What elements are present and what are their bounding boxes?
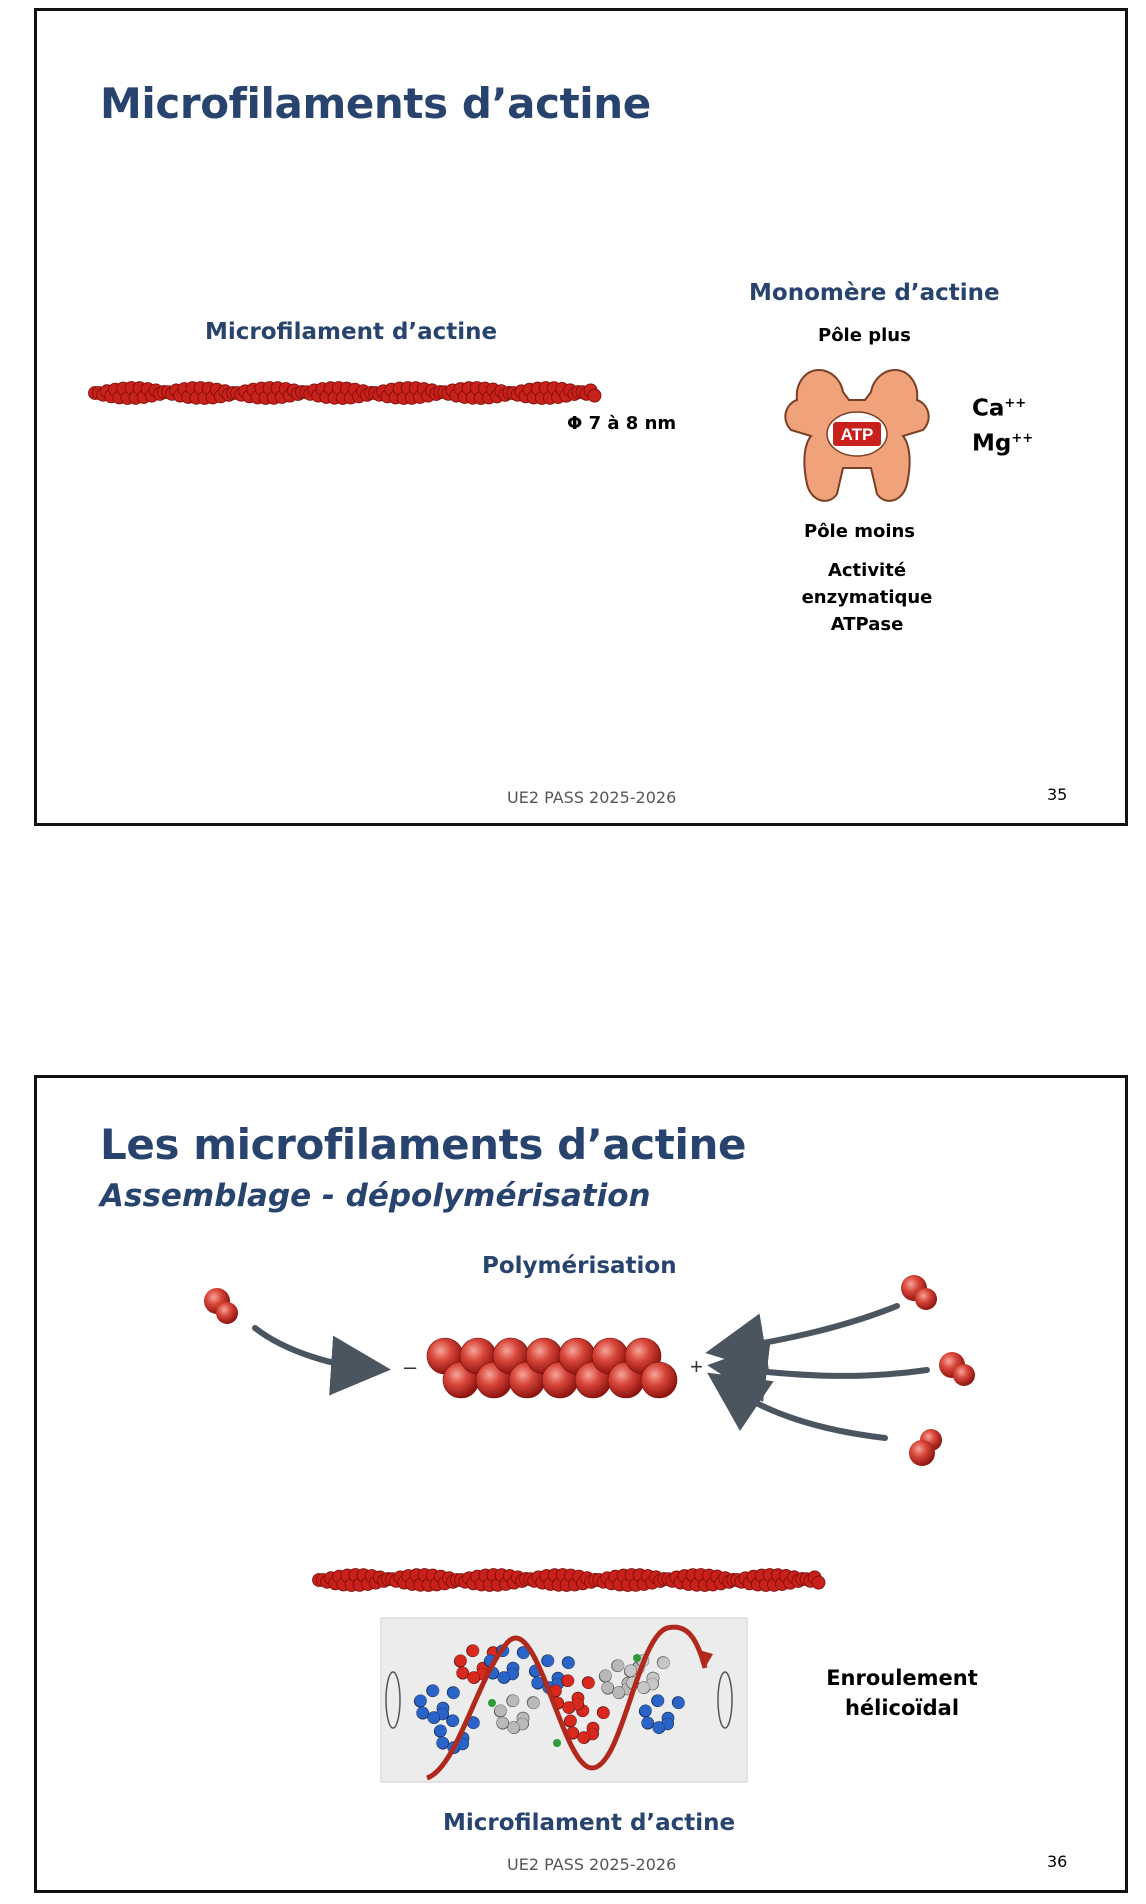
minus-end-label: – [404,1354,417,1379]
slide-36 [34,1075,1128,1893]
arrow-right-middle [731,1368,927,1376]
short-filament [427,1338,677,1398]
pole-moins-label: Pôle moins [804,521,916,542]
pole-plus-label: Pôle plus [818,325,911,346]
arrow-right-top [729,1306,897,1349]
actin-monomer-illustration [777,356,937,516]
free-monomer-right-top [901,1275,937,1310]
long-actin-filament [313,1569,826,1592]
plus-end-label: + [690,1354,703,1379]
page-number: 35 [1047,785,1068,804]
polymerisation-diagram [37,1078,1131,1896]
ion-ca: Ca [972,395,1005,422]
slide-footer: UE2 PASS 2025-2026 [507,1855,677,1874]
actin-filament-illustration [89,373,609,413]
filament-label: Microfilament d’actine [205,319,498,345]
page-number: 36 [1047,1852,1068,1871]
diameter-label: Φ 7 à 8 nm [567,413,677,434]
helical-model-image [381,1618,747,1782]
free-monomer-left [204,1288,238,1324]
ion-mg: Mg [972,430,1012,457]
slide-title: Microfilaments d’actine [100,79,651,128]
slide-35 [34,8,1128,826]
slide-footer: UE2 PASS 2025-2026 [507,788,677,807]
monomer-title: Monomère d’actine [749,280,1000,306]
activity-label: Activité enzymatique ATPase [801,560,933,635]
slide-subtitle: Assemblage - dépolymérisation [100,1178,651,1214]
free-monomer-right-bottom [909,1429,942,1466]
slide-title: Les microfilaments d’actine [100,1120,747,1169]
actin-filament-beads [89,382,602,405]
arrow-left [255,1328,367,1368]
free-monomer-right-middle [939,1352,975,1386]
arrow-right-bottom [727,1386,885,1438]
filament-caption: Microfilament d’actine [443,1810,736,1836]
helical-label: Enroulement hélicoïdal [826,1666,978,1720]
atp-text: ATP [840,425,874,444]
polymerisation-label: Polymérisation [482,1253,677,1279]
ions-label: Ca++ Mg++ [972,395,1034,457]
